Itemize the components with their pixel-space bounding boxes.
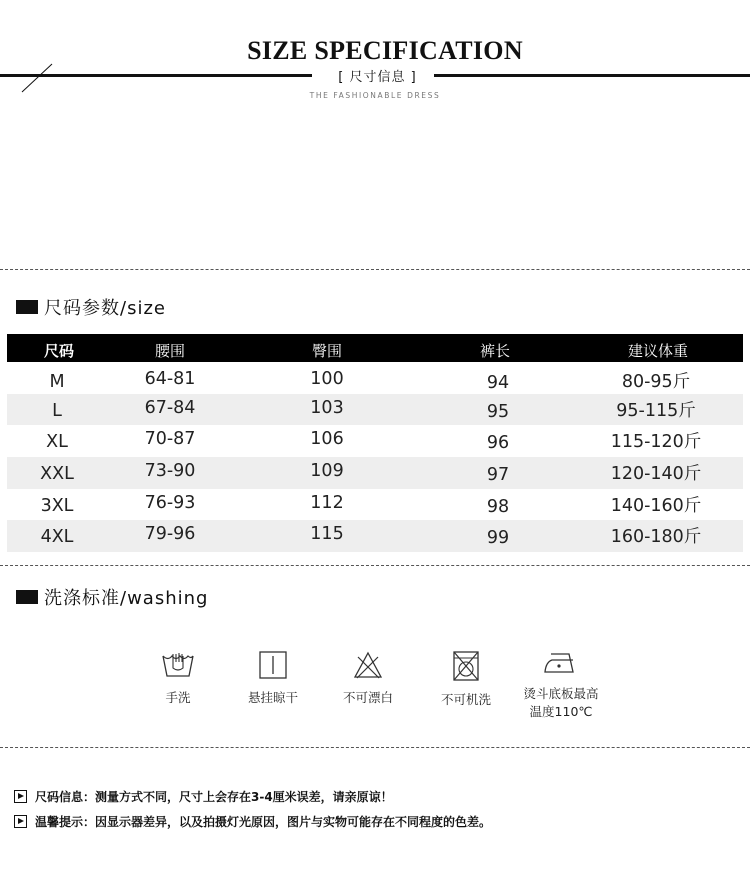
divider — [0, 565, 750, 566]
wash-item-no-machine-wash — [426, 650, 506, 708]
cell-hip: 106 — [310, 429, 344, 450]
table-header — [7, 334, 743, 362]
column-header-weight: 建议体重 — [627, 342, 689, 360]
cell-hip: 100 — [310, 369, 344, 389]
size-section-heading-text: 尺码参数/size — [44, 298, 166, 319]
cell-hip: 112 — [310, 492, 344, 513]
wash-label-line2: 温度110℃ — [529, 704, 593, 719]
wash-item-hang-dry — [233, 650, 313, 706]
decorative-slash-icon — [18, 60, 58, 100]
cell-weight: 120-140斤 — [610, 464, 702, 485]
hang-dry-icon — [258, 650, 288, 680]
table-row — [7, 520, 743, 552]
cell-hip: 115 — [310, 524, 344, 545]
washing-section-heading-text: 洗涤标准/washing — [44, 588, 209, 609]
wash-item-no-bleach — [328, 650, 408, 706]
cell-hip: 109 — [310, 461, 344, 482]
wash-item-iron — [515, 650, 607, 720]
page-title: SIZE SPECIFICATION — [247, 36, 523, 65]
table-row — [7, 362, 743, 394]
header-rule-right — [434, 74, 750, 77]
table-row — [7, 489, 743, 521]
table-row — [7, 394, 743, 426]
cell-waist: 67-84 — [144, 397, 196, 418]
column-header-size: 尺码 — [43, 342, 75, 360]
table-row — [7, 425, 743, 457]
wash-label: 手洗 — [165, 690, 191, 705]
wash-label: 不可机洗 — [440, 692, 491, 707]
note-text: 温馨提示：因显示器差异，以及拍摄灯光原因，图片与实物可能存在不同程度的色差。 — [35, 815, 492, 829]
wash-label: 烫斗底板最高 — [523, 686, 599, 701]
washing-section-heading — [16, 586, 208, 608]
cell-waist: 73-90 — [144, 461, 196, 482]
cell-weight: 140-160斤 — [610, 495, 702, 516]
cell-waist: 76-93 — [144, 492, 196, 513]
note-text: 尺码信息：测量方式不同，尺寸上会存在3-4厘米误差，请亲原谅！ — [35, 790, 393, 804]
no-bleach-icon — [353, 650, 383, 680]
cell-size: 3XL — [40, 495, 74, 516]
cell-length: 94 — [486, 373, 510, 393]
cell-length: 96 — [486, 433, 510, 454]
column-header-waist: 腰围 — [154, 342, 186, 360]
size-section-heading — [16, 296, 166, 318]
wash-item-hand-wash — [138, 650, 218, 706]
wash-label: 悬挂晾干 — [247, 690, 298, 705]
cell-length: 98 — [486, 496, 510, 517]
play-icon — [14, 790, 27, 803]
cell-weight: 115-120斤 — [610, 432, 702, 453]
cell-length: 97 — [486, 465, 510, 486]
note-size-info — [14, 788, 393, 805]
cell-size: 4XL — [40, 527, 74, 548]
cell-size: XL — [46, 432, 68, 453]
wash-label: 不可漂白 — [342, 690, 393, 705]
cell-waist: 79-96 — [144, 524, 196, 545]
cell-length: 99 — [486, 528, 510, 549]
iron-icon — [543, 650, 579, 676]
header-subtitle: [ 尺寸信息 ] — [338, 70, 417, 85]
size-table — [7, 334, 743, 552]
cell-waist: 70-87 — [144, 429, 196, 450]
square-bullet-icon — [16, 590, 38, 604]
cell-size: M — [49, 372, 65, 392]
column-header-hip: 臀围 — [311, 342, 343, 360]
cell-size: L — [52, 400, 62, 421]
cell-hip: 103 — [310, 397, 344, 418]
play-icon — [14, 815, 27, 828]
cell-weight: 80-95斤 — [621, 372, 691, 392]
cell-weight: 95-115斤 — [616, 400, 696, 421]
table-row — [7, 457, 743, 489]
cell-weight: 160-180斤 — [610, 527, 702, 548]
divider — [0, 747, 750, 748]
divider — [0, 269, 750, 270]
header-tagline: THE FASHIONABLE DRESS — [309, 91, 441, 100]
square-bullet-icon — [16, 300, 38, 314]
hand-wash-icon — [161, 650, 195, 680]
column-header-length: 裤长 — [479, 342, 511, 360]
cell-waist: 64-81 — [144, 369, 196, 389]
cell-length: 95 — [486, 401, 510, 422]
note-color-tip — [14, 813, 491, 830]
no-machine-wash-icon — [451, 650, 481, 682]
cell-size: XXL — [40, 464, 74, 485]
